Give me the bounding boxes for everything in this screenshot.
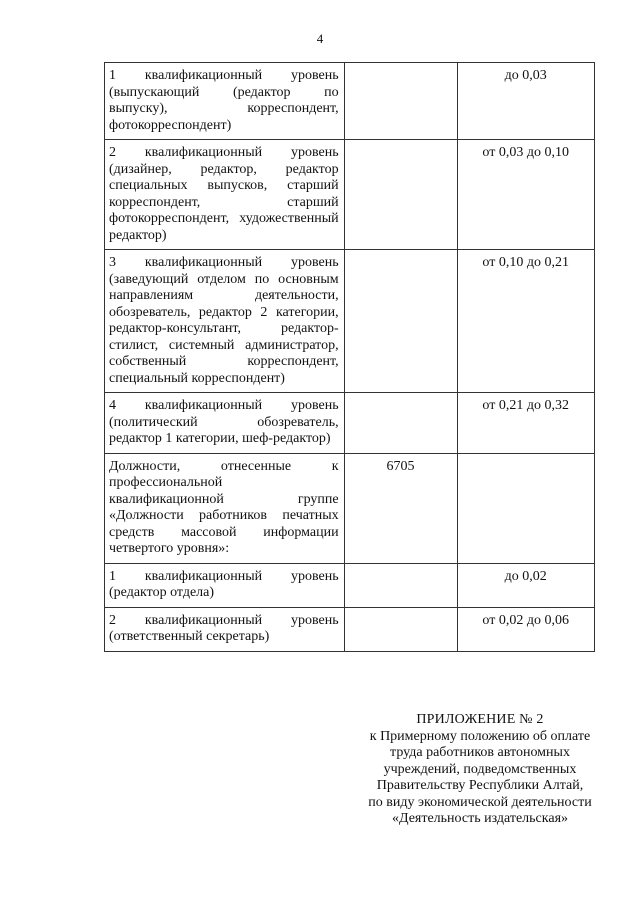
coefficient-range bbox=[458, 453, 595, 563]
group-code bbox=[344, 563, 458, 607]
table-row bbox=[105, 140, 595, 250]
position-description: 3 квалификационный уровень (заведующий отделом по основным направлениям деятельности, обозреватель, редактор 2 категории, редактор-консультант, редактор-стилист, системный администратор, собственный корреспондент, специальный корреспондент) bbox=[105, 250, 345, 393]
salary-coefficient-table bbox=[104, 62, 595, 652]
coefficient-range: от 0,03 до 0,10 bbox=[458, 140, 595, 250]
appendix-line: по виду экономической деятельности bbox=[368, 794, 592, 810]
group-code bbox=[344, 250, 458, 393]
appendix-header bbox=[330, 712, 630, 828]
position-description: Должности, отнесенные к профессиональной квалификационной группе «Должности работников печатных средств массовой информации четвертого уровня»: bbox=[105, 453, 345, 563]
group-code bbox=[344, 140, 458, 250]
table-row bbox=[105, 250, 595, 393]
appendix-line: Правительству Республики Алтай, bbox=[376, 778, 584, 793]
coefficient-range: от 0,10 до 0,21 bbox=[458, 250, 595, 393]
page-number: 4 bbox=[316, 31, 324, 46]
coefficient-range: до 0,02 bbox=[458, 563, 595, 607]
position-description: 2 квалификационный уровень (дизайнер, редактор, редактор специальных выпусков, старший корреспондент, старший фотокорреспондент, художественный редактор) bbox=[105, 140, 345, 250]
coefficient-range: от 0,02 до 0,06 bbox=[458, 607, 595, 651]
group-code: 6705 bbox=[344, 453, 458, 563]
appendix-line: труда работников автономных bbox=[390, 745, 570, 760]
table-row bbox=[105, 607, 595, 651]
table-row bbox=[105, 393, 595, 454]
table-row bbox=[105, 453, 595, 563]
position-description: 4 квалификационный уровень (политический обозреватель, редактор 1 категории, шеф-редактор) bbox=[105, 393, 345, 454]
position-description: 1 квалификационный уровень (редактор отдела) bbox=[105, 563, 345, 607]
coefficient-range: до 0,03 bbox=[458, 63, 595, 140]
table-row bbox=[105, 63, 595, 140]
position-description: 1 квалификационный уровень (выпускающий (редактор по выпуску), корреспондент, фотокорреспондент) bbox=[105, 63, 345, 140]
group-code bbox=[344, 607, 458, 651]
appendix-title: ПРИЛОЖЕНИЕ № 2 bbox=[416, 712, 544, 727]
appendix-line: к Примерному положению об оплате bbox=[369, 728, 591, 744]
appendix-line: учреждений, подведомственных bbox=[383, 761, 577, 777]
appendix-line: «Деятельность издательская» bbox=[391, 811, 569, 826]
group-code bbox=[344, 393, 458, 454]
position-description: 2 квалификационный уровень (ответственный секретарь) bbox=[105, 607, 345, 651]
group-code bbox=[344, 63, 458, 140]
table-row bbox=[105, 563, 595, 607]
coefficient-range: от 0,21 до 0,32 bbox=[458, 393, 595, 454]
